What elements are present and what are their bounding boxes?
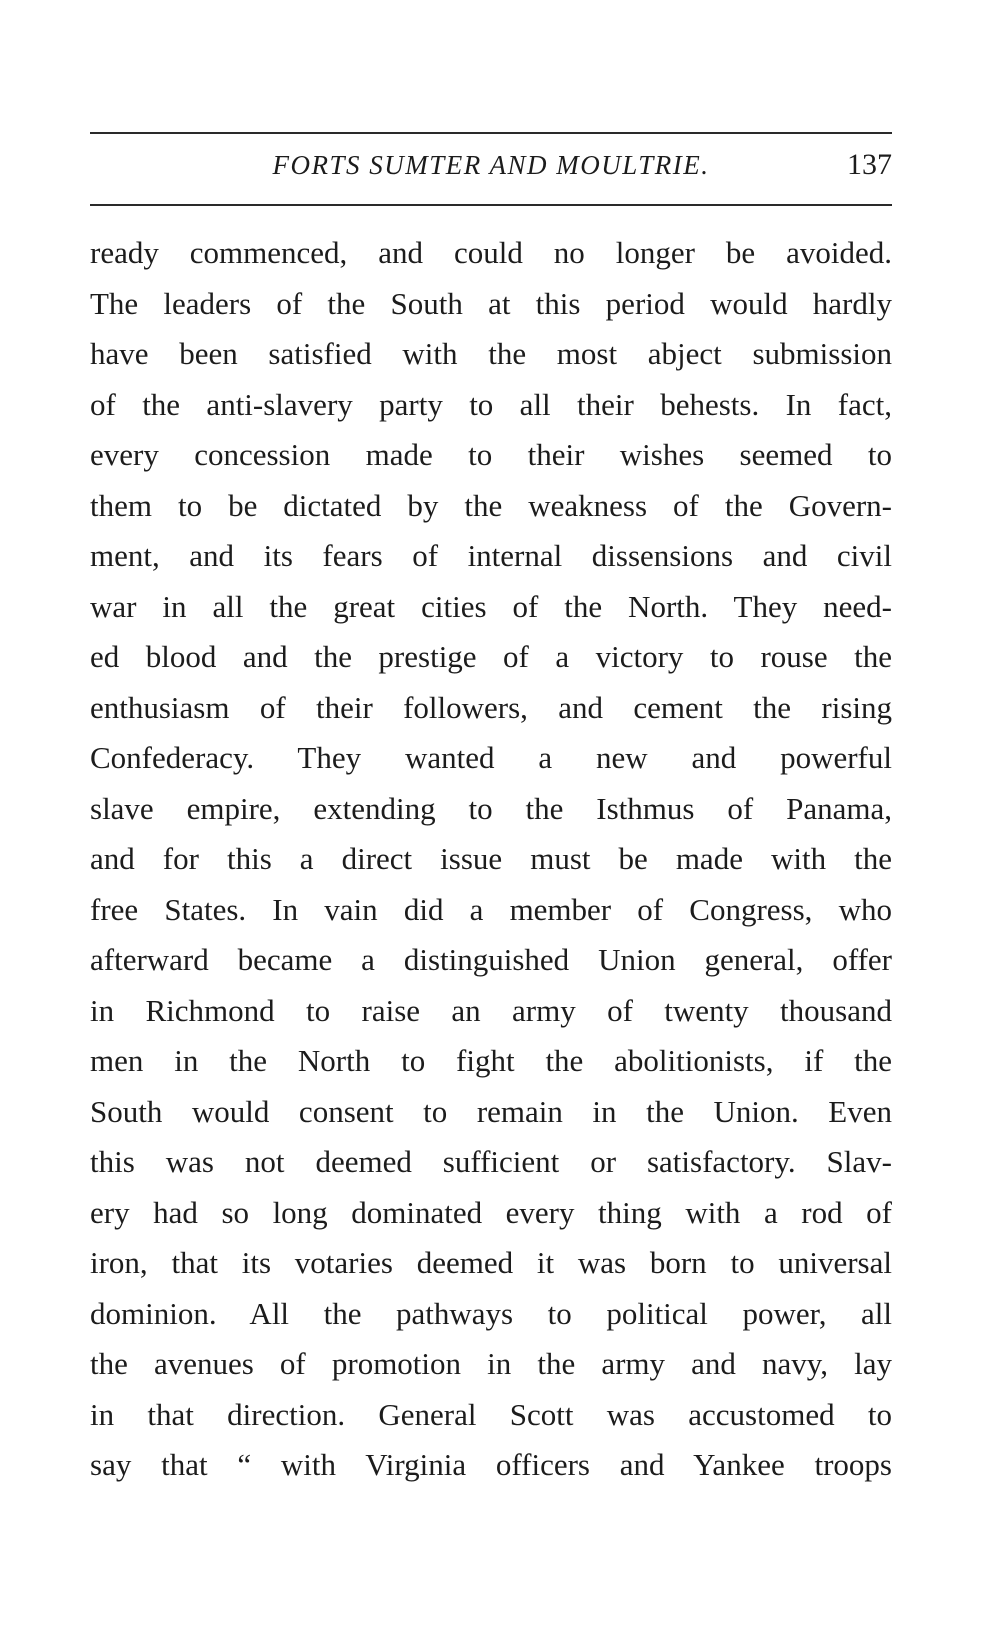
text-line: afterward became a distinguished Union general, offer <box>90 942 892 977</box>
text-line: ready commenced, and could no longer be avoided. <box>90 235 892 270</box>
text-line: this was not deemed sufficient or satisfactory. Slav- <box>90 1144 892 1179</box>
running-title: FORTS SUMTER AND MOULTRIE. <box>272 150 710 180</box>
text-line: South would consent to remain in the Union. Even <box>90 1093 892 1129</box>
text-line: in Richmond to raise an army of twenty thousand <box>90 992 892 1028</box>
running-head <box>90 146 892 194</box>
text-line: war in all the great cities of the North. They need- <box>90 588 892 624</box>
text-line: the avenues of promotion in the army and navy, lay <box>90 1346 892 1381</box>
text-line: slave empire, extending to the Isthmus of Panama, <box>90 790 892 826</box>
header-bottom-rule <box>90 204 892 206</box>
text-line: in that direction. General Scott was accustomed to <box>90 1396 892 1432</box>
text-line: free States. In vain did a member of Congress, who <box>90 891 892 927</box>
text-line: every concession made to their wishes seemed to <box>90 437 892 472</box>
header-top-rule <box>90 132 892 134</box>
page-number: 137 <box>847 148 892 181</box>
text-line: of the anti-slavery party to all their behests. In fact, <box>90 386 892 422</box>
text-line: men in the North to fight the abolitionists, if the <box>90 1043 892 1078</box>
text-line: Confederacy. They wanted a new and powerful <box>90 740 892 775</box>
body-text <box>90 228 892 1491</box>
text-line: ery had so long dominated every thing with a rod of <box>90 1194 892 1230</box>
text-line: say that “ with Virginia officers and Yankee troops <box>90 1447 892 1482</box>
text-line: dominion. All the pathways to political power, all <box>90 1295 892 1331</box>
text-line: and for this a direct issue must be made with the <box>90 841 892 876</box>
text-line: have been satisfied with the most abject submission <box>90 336 892 371</box>
text-line: ed blood and the prestige of a victory to rouse the <box>90 639 892 674</box>
text-line: The leaders of the South at this period would hardly <box>90 285 892 321</box>
text-line: enthusiasm of their followers, and cement the rising <box>90 689 892 725</box>
text-line: them to be dictated by the weakness of the Govern- <box>90 487 892 523</box>
text-line: iron, that its votaries deemed it was born to universal <box>90 1245 892 1280</box>
text-line: ment, and its fears of internal dissensions and civil <box>90 538 892 573</box>
